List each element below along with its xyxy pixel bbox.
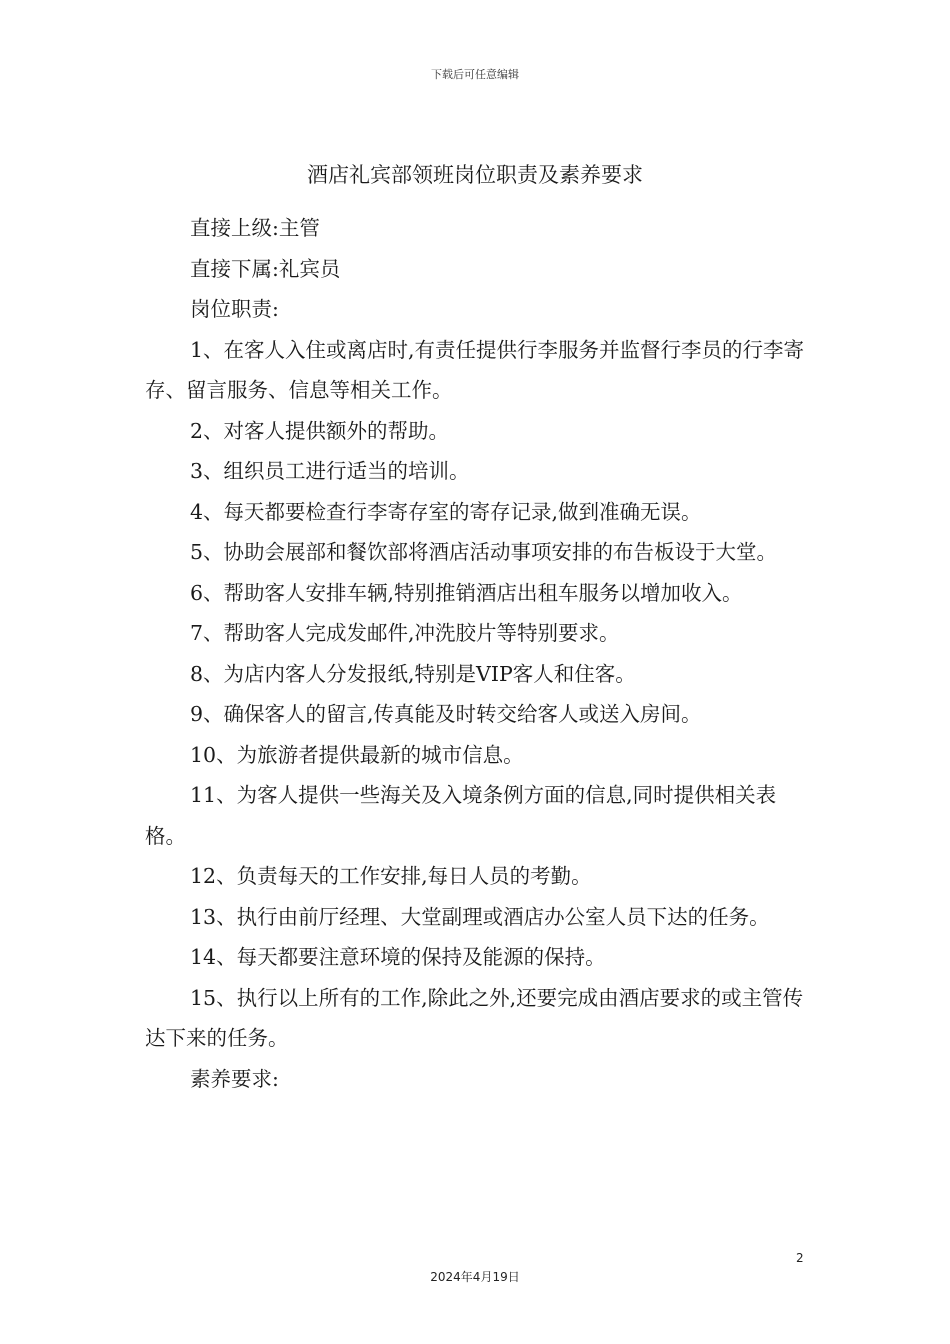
paragraph-duty-8: 8、为店内客人分发报纸,特别是VIP客人和住客。 (190, 661, 636, 686)
paragraph-duty-7: 7、帮助客人完成发邮件,冲洗胶片等特别要求。 (190, 621, 620, 645)
document-body (145, 208, 810, 1099)
paragraph-duty-6: 6、帮助客人安排车辆,特别推销酒店出租车服务以增加收入。 (190, 580, 743, 605)
paragraph-direct-subordinate: 直接下属:礼宾员 (190, 256, 341, 281)
paragraph-qualifications-heading: 素养要求: (190, 1066, 279, 1091)
paragraph-duty-4: 4、每天都要检查行李寄存室的寄存记录,做到准确无误。 (190, 499, 702, 524)
paragraph-duty-15: 15、执行以上所有的工作,除此之外,还要完成由酒店要求的或主管传达下来的任务。 (145, 985, 804, 1050)
document-title: 酒店礼宾部领班岗位职责及素养要求 (307, 163, 643, 187)
paragraph-duty-1: 1、在客人入住或离店时,有责任提供行李服务并监督行李员的行李寄存、留言服务、信息等相关工作。 (145, 337, 805, 402)
paragraph-duty-3: 3、组织员工进行适当的培训。 (190, 459, 470, 483)
page-number: 2 (796, 1251, 804, 1265)
paragraph-duties-heading: 岗位职责: (190, 297, 279, 321)
paragraph-duty-14: 14、每天都要注意环境的保持及能源的保持。 (190, 945, 606, 969)
paragraph-duty-13: 13、执行由前厅经理、大堂副理或酒店办公室人员下达的任务。 (190, 904, 770, 929)
header-note: 下载后可任意编辑 (431, 68, 519, 81)
paragraph-duty-5: 5、协助会展部和餐饮部将酒店活动事项安排的布告板设于大堂。 (190, 540, 778, 564)
paragraph-duty-12: 12、负责每天的工作安排,每日人员的考勤。 (190, 864, 592, 888)
paragraph-duty-2: 2、对客人提供额外的帮助。 (190, 418, 450, 443)
paragraph-duty-9: 9、确保客人的留言,传真能及时转交给客人或送入房间。 (190, 702, 702, 726)
paragraph-direct-superior: 直接上级:主管 (190, 216, 320, 240)
paragraph-duty-11: 11、为客人提供一些海关及入境条例方面的信息,同时提供相关表格。 (145, 783, 777, 848)
footer-date: 2024年4月19日 (430, 1270, 520, 1284)
paragraph-duty-10: 10、为旅游者提供最新的城市信息。 (190, 742, 524, 767)
